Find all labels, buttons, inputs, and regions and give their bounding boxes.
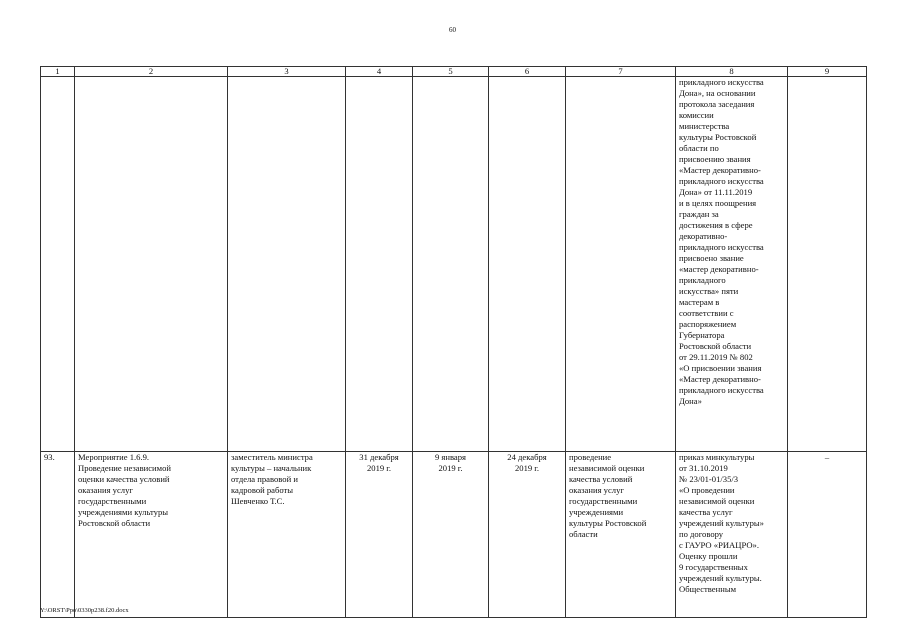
row-number-cell: 93. xyxy=(41,452,75,618)
file-path-footer: Y:\ORST\Ppo\0330p238.f20.docx xyxy=(40,607,129,614)
start-date-cell: 9 января 2019 г. xyxy=(413,452,489,618)
table-cell xyxy=(788,77,867,452)
activity-cell: Мероприятие 1.6.9. Проведение независимой оценки качества условий оказания услуг государственными учреждениями культуры Ростовской области xyxy=(75,452,228,618)
header-cell: 5 xyxy=(413,67,489,77)
table-header-row xyxy=(41,67,867,77)
header-cell: 9 xyxy=(788,67,867,77)
header-cell: 7 xyxy=(566,67,676,77)
expected-result-cell: проведение независимой оценки качества условий оказания услуг государственными учреждениями культуры Ростовской области xyxy=(566,452,676,618)
header-cell: 8 xyxy=(676,67,788,77)
table-cell xyxy=(75,77,228,452)
header-cell: 6 xyxy=(489,67,566,77)
header-cell: 3 xyxy=(228,67,346,77)
table-cell xyxy=(566,77,676,452)
result-cell: приказ минкультуры от 31.10.2019 № 23/01-01/35/3 «О проведении независимой оценки качества услуг учреждений культуры» по договору с ГАУРО «РИАЦРО». Оценку прошли 9 государственных учреждений культуры. Общественным xyxy=(676,452,788,618)
planned-date-cell: 31 декабря 2019 г. xyxy=(346,452,413,618)
result-cell: прикладного искусства Дона», на основании протокола заседания комиссии министерства культуры Ростовской области по присвоению звания «Мастер декоративно- прикладного искусства Дона» от 11.11.2019 и в целях поощрения граждан за достижения в сфере декоративно- прикладного искусства присвоено звание «мастер декоративно- прикладного искусства» пяти мастерам в соответствии с распоряжением Губернатора Ростовской области от 29.11.2019 № 802 «О присвоении звания «Мастер декоративно- прикладного искусства Дона» xyxy=(676,77,788,452)
header-cell: 4 xyxy=(346,67,413,77)
table-cell xyxy=(228,77,346,452)
table-row xyxy=(41,77,867,452)
header-cell: 2 xyxy=(75,67,228,77)
report-table xyxy=(40,66,867,618)
table-cell xyxy=(346,77,413,452)
end-date-cell: 24 декабря 2019 г. xyxy=(489,452,566,618)
responsible-cell: заместитель министра культуры – начальник отдела правовой и кадровой работы Шевченко Т.С. xyxy=(228,452,346,618)
table-cell xyxy=(413,77,489,452)
table-row xyxy=(41,452,867,618)
reason-cell: – xyxy=(788,452,867,618)
table-cell xyxy=(489,77,566,452)
header-cell: 1 xyxy=(41,67,75,77)
page-number: 60 xyxy=(449,26,456,34)
table-cell xyxy=(41,77,75,452)
